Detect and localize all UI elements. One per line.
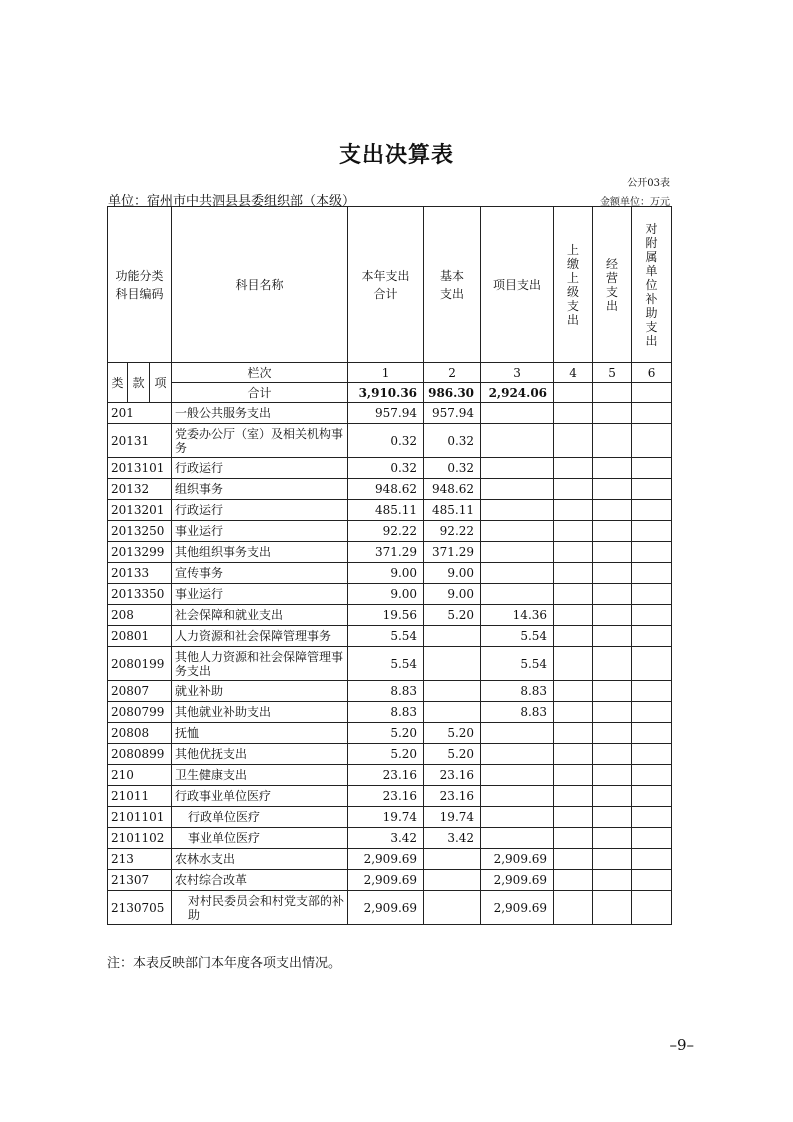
row-business (593, 744, 632, 765)
row-business (593, 479, 632, 500)
row-upper (554, 828, 593, 849)
row-basic: 3.42 (424, 828, 481, 849)
col-number: 3 (481, 363, 554, 383)
row-upper (554, 584, 593, 605)
row-project: 8.83 (481, 681, 554, 702)
row-subsidy (632, 647, 672, 681)
row-project (481, 542, 554, 563)
row-upper (554, 424, 593, 458)
row-name: 事业运行 (172, 521, 348, 542)
table-row (108, 702, 672, 723)
header-row (108, 207, 672, 363)
row-subsidy (632, 521, 672, 542)
row-business (593, 542, 632, 563)
page-title: 支出决算表 (338, 143, 454, 168)
header-kuan: 款 (128, 363, 150, 403)
unit-label: 单位：宿州市中共泗县县委组织部（本级） (108, 194, 356, 209)
page-number: –9– (669, 1036, 694, 1054)
row-name: 就业补助 (172, 681, 348, 702)
row-basic: 948.62 (424, 479, 481, 500)
row-project (481, 424, 554, 458)
row-total: 8.83 (348, 702, 424, 723)
table-row (108, 521, 672, 542)
total-project: 2,924.06 (481, 383, 554, 403)
row-basic: 9.00 (424, 563, 481, 584)
row-code: 2013350 (108, 584, 172, 605)
lanci-label: 栏次 (172, 363, 348, 383)
row-total: 0.32 (348, 458, 424, 479)
row-name: 其他优抚支出 (172, 744, 348, 765)
row-code: 2080199 (108, 647, 172, 681)
table-row (108, 765, 672, 786)
row-name: 行政单位医疗 (172, 807, 348, 828)
row-total: 8.83 (348, 681, 424, 702)
row-code: 20133 (108, 563, 172, 584)
row-total: 92.22 (348, 521, 424, 542)
row-total: 5.20 (348, 744, 424, 765)
row-basic (424, 849, 481, 870)
row-basic (424, 702, 481, 723)
table-row (108, 500, 672, 521)
table-row (108, 647, 672, 681)
row-name: 抚恤 (172, 723, 348, 744)
row-business (593, 458, 632, 479)
row-basic (424, 870, 481, 891)
table-row (108, 424, 672, 458)
form-code: 公开03表 (627, 178, 670, 189)
row-code: 20132 (108, 479, 172, 500)
header-xiang: 项 (150, 363, 172, 403)
row-code: 2013201 (108, 500, 172, 521)
row-name: 社会保障和就业支出 (172, 605, 348, 626)
row-business (593, 521, 632, 542)
row-business (593, 849, 632, 870)
row-name: 宣传事务 (172, 563, 348, 584)
row-project (481, 458, 554, 479)
row-project (481, 563, 554, 584)
row-total: 5.54 (348, 626, 424, 647)
row-basic: 23.16 (424, 786, 481, 807)
row-subsidy (632, 891, 672, 925)
row-business (593, 807, 632, 828)
row-subsidy (632, 458, 672, 479)
row-project: 5.54 (481, 626, 554, 647)
header-upper: 上 缴 上 级 支 出 (554, 207, 593, 363)
row-total: 2,909.69 (348, 849, 424, 870)
row-subsidy (632, 828, 672, 849)
row-basic (424, 891, 481, 925)
header-func-code: 功能分类科目编码 (108, 207, 172, 363)
row-upper (554, 458, 593, 479)
row-name: 人力资源和社会保障管理事务 (172, 626, 348, 647)
row-subsidy (632, 870, 672, 891)
row-code: 2101102 (108, 828, 172, 849)
row-project (481, 765, 554, 786)
row-subsidy (632, 765, 672, 786)
table-row (108, 605, 672, 626)
table-row (108, 891, 672, 925)
table-row (108, 828, 672, 849)
row-code: 20808 (108, 723, 172, 744)
total-basic: 986.30 (424, 383, 481, 403)
row-total: 23.16 (348, 765, 424, 786)
row-upper (554, 744, 593, 765)
row-upper (554, 626, 593, 647)
table-row (108, 744, 672, 765)
row-code: 213 (108, 849, 172, 870)
row-subsidy (632, 807, 672, 828)
table-row (108, 403, 672, 424)
row-name: 其他组织事务支出 (172, 542, 348, 563)
table-row (108, 479, 672, 500)
row-upper (554, 647, 593, 681)
row-basic: 485.11 (424, 500, 481, 521)
lanci-row (108, 363, 672, 383)
row-total: 5.54 (348, 647, 424, 681)
row-name: 组织事务 (172, 479, 348, 500)
row-project: 2,909.69 (481, 870, 554, 891)
table-row (108, 681, 672, 702)
row-total: 23.16 (348, 786, 424, 807)
row-basic: 5.20 (424, 723, 481, 744)
row-total: 5.20 (348, 723, 424, 744)
row-total: 19.74 (348, 807, 424, 828)
row-name: 行政运行 (172, 458, 348, 479)
col-number: 5 (593, 363, 632, 383)
header-subject-name: 科目名称 (172, 207, 348, 363)
row-business (593, 626, 632, 647)
row-business (593, 765, 632, 786)
table-row (108, 849, 672, 870)
row-code: 2013250 (108, 521, 172, 542)
row-upper (554, 403, 593, 424)
row-project (481, 500, 554, 521)
row-basic (424, 626, 481, 647)
table-note: 注：本表反映部门本年度各项支出情况。 (107, 956, 342, 971)
row-upper (554, 563, 593, 584)
row-total: 371.29 (348, 542, 424, 563)
row-basic: 92.22 (424, 521, 481, 542)
header-basic: 基本支出 (424, 207, 481, 363)
row-subsidy (632, 681, 672, 702)
row-project: 2,909.69 (481, 891, 554, 925)
row-upper (554, 891, 593, 925)
row-code: 2101101 (108, 807, 172, 828)
row-name: 卫生健康支出 (172, 765, 348, 786)
row-project: 5.54 (481, 647, 554, 681)
row-name: 农林水支出 (172, 849, 348, 870)
row-basic: 5.20 (424, 744, 481, 765)
row-total: 3.42 (348, 828, 424, 849)
row-business (593, 584, 632, 605)
row-name: 行政事业单位医疗 (172, 786, 348, 807)
row-code: 21011 (108, 786, 172, 807)
row-subsidy (632, 542, 672, 563)
row-business (593, 403, 632, 424)
row-upper (554, 542, 593, 563)
row-upper (554, 786, 593, 807)
header-business: 经 营 支 出 (593, 207, 632, 363)
row-project (481, 807, 554, 828)
row-upper (554, 849, 593, 870)
row-project: 14.36 (481, 605, 554, 626)
row-upper (554, 521, 593, 542)
row-project (481, 786, 554, 807)
row-subsidy (632, 424, 672, 458)
row-total: 957.94 (348, 403, 424, 424)
row-project (481, 828, 554, 849)
row-business (593, 647, 632, 681)
row-name: 一般公共服务支出 (172, 403, 348, 424)
row-code: 208 (108, 605, 172, 626)
row-business (593, 424, 632, 458)
row-total: 948.62 (348, 479, 424, 500)
col-number: 6 (632, 363, 672, 383)
row-name: 其他就业补助支出 (172, 702, 348, 723)
row-code: 2080899 (108, 744, 172, 765)
row-project (481, 723, 554, 744)
row-total: 0.32 (348, 424, 424, 458)
row-subsidy (632, 786, 672, 807)
row-business (593, 786, 632, 807)
row-project (481, 584, 554, 605)
table-row (108, 807, 672, 828)
row-upper (554, 605, 593, 626)
row-basic (424, 681, 481, 702)
row-total: 2,909.69 (348, 870, 424, 891)
row-total: 9.00 (348, 563, 424, 584)
row-name: 事业运行 (172, 584, 348, 605)
row-subsidy (632, 563, 672, 584)
row-subsidy (632, 723, 672, 744)
total-amount: 3,910.36 (348, 383, 424, 403)
row-project (481, 521, 554, 542)
row-code: 20131 (108, 424, 172, 458)
row-upper (554, 500, 593, 521)
row-basic: 371.29 (424, 542, 481, 563)
row-basic: 0.32 (424, 424, 481, 458)
row-basic: 23.16 (424, 765, 481, 786)
row-project (481, 403, 554, 424)
total-label: 合计 (172, 383, 348, 403)
header-lei: 类 (108, 363, 128, 403)
row-name: 党委办公厅（室）及相关机构事务 (172, 424, 348, 458)
row-code: 20801 (108, 626, 172, 647)
row-basic (424, 647, 481, 681)
row-name: 行政运行 (172, 500, 348, 521)
row-code: 21307 (108, 870, 172, 891)
row-name: 其他人力资源和社会保障管理事务支出 (172, 647, 348, 681)
row-business (593, 828, 632, 849)
row-subsidy (632, 584, 672, 605)
row-project (481, 479, 554, 500)
row-business (593, 891, 632, 925)
col-number: 1 (348, 363, 424, 383)
row-code: 2130705 (108, 891, 172, 925)
row-business (593, 681, 632, 702)
row-code: 201 (108, 403, 172, 424)
row-subsidy (632, 702, 672, 723)
total-row (108, 383, 672, 403)
row-basic: 5.20 (424, 605, 481, 626)
row-name: 农村综合改革 (172, 870, 348, 891)
row-business (593, 563, 632, 584)
row-total: 9.00 (348, 584, 424, 605)
row-upper (554, 723, 593, 744)
header-project: 项目支出 (481, 207, 554, 363)
row-project (481, 744, 554, 765)
row-upper (554, 681, 593, 702)
table-row (108, 584, 672, 605)
row-business (593, 605, 632, 626)
table-row (108, 563, 672, 584)
row-code: 20807 (108, 681, 172, 702)
row-basic: 19.74 (424, 807, 481, 828)
row-code: 2080799 (108, 702, 172, 723)
table-row (108, 723, 672, 744)
table-row (108, 786, 672, 807)
row-subsidy (632, 744, 672, 765)
header-subsidy: 对 附 属 单 位 补 助 支 出 (632, 207, 672, 363)
row-upper (554, 807, 593, 828)
table-row (108, 626, 672, 647)
row-project: 2,909.69 (481, 849, 554, 870)
row-subsidy (632, 500, 672, 521)
row-name: 对村民委员会和村党支部的补助 (172, 891, 348, 925)
row-subsidy (632, 403, 672, 424)
row-business (593, 723, 632, 744)
expenditure-table (107, 206, 672, 925)
row-basic: 0.32 (424, 458, 481, 479)
row-business (593, 500, 632, 521)
row-business (593, 870, 632, 891)
col-number: 4 (554, 363, 593, 383)
row-subsidy (632, 626, 672, 647)
row-project: 8.83 (481, 702, 554, 723)
table-row (108, 542, 672, 563)
row-business (593, 702, 632, 723)
row-subsidy (632, 479, 672, 500)
row-name: 事业单位医疗 (172, 828, 348, 849)
header-total: 本年支出合计 (348, 207, 424, 363)
row-upper (554, 479, 593, 500)
row-subsidy (632, 605, 672, 626)
row-upper (554, 870, 593, 891)
row-subsidy (632, 849, 672, 870)
row-basic: 9.00 (424, 584, 481, 605)
row-upper (554, 702, 593, 723)
row-total: 485.11 (348, 500, 424, 521)
row-basic: 957.94 (424, 403, 481, 424)
row-upper (554, 765, 593, 786)
row-total: 19.56 (348, 605, 424, 626)
row-code: 2013101 (108, 458, 172, 479)
money-unit: 金额单位：万元 (600, 197, 670, 208)
row-code: 2013299 (108, 542, 172, 563)
col-number: 2 (424, 363, 481, 383)
table-row (108, 458, 672, 479)
row-total: 2,909.69 (348, 891, 424, 925)
row-code: 210 (108, 765, 172, 786)
table-row (108, 870, 672, 891)
